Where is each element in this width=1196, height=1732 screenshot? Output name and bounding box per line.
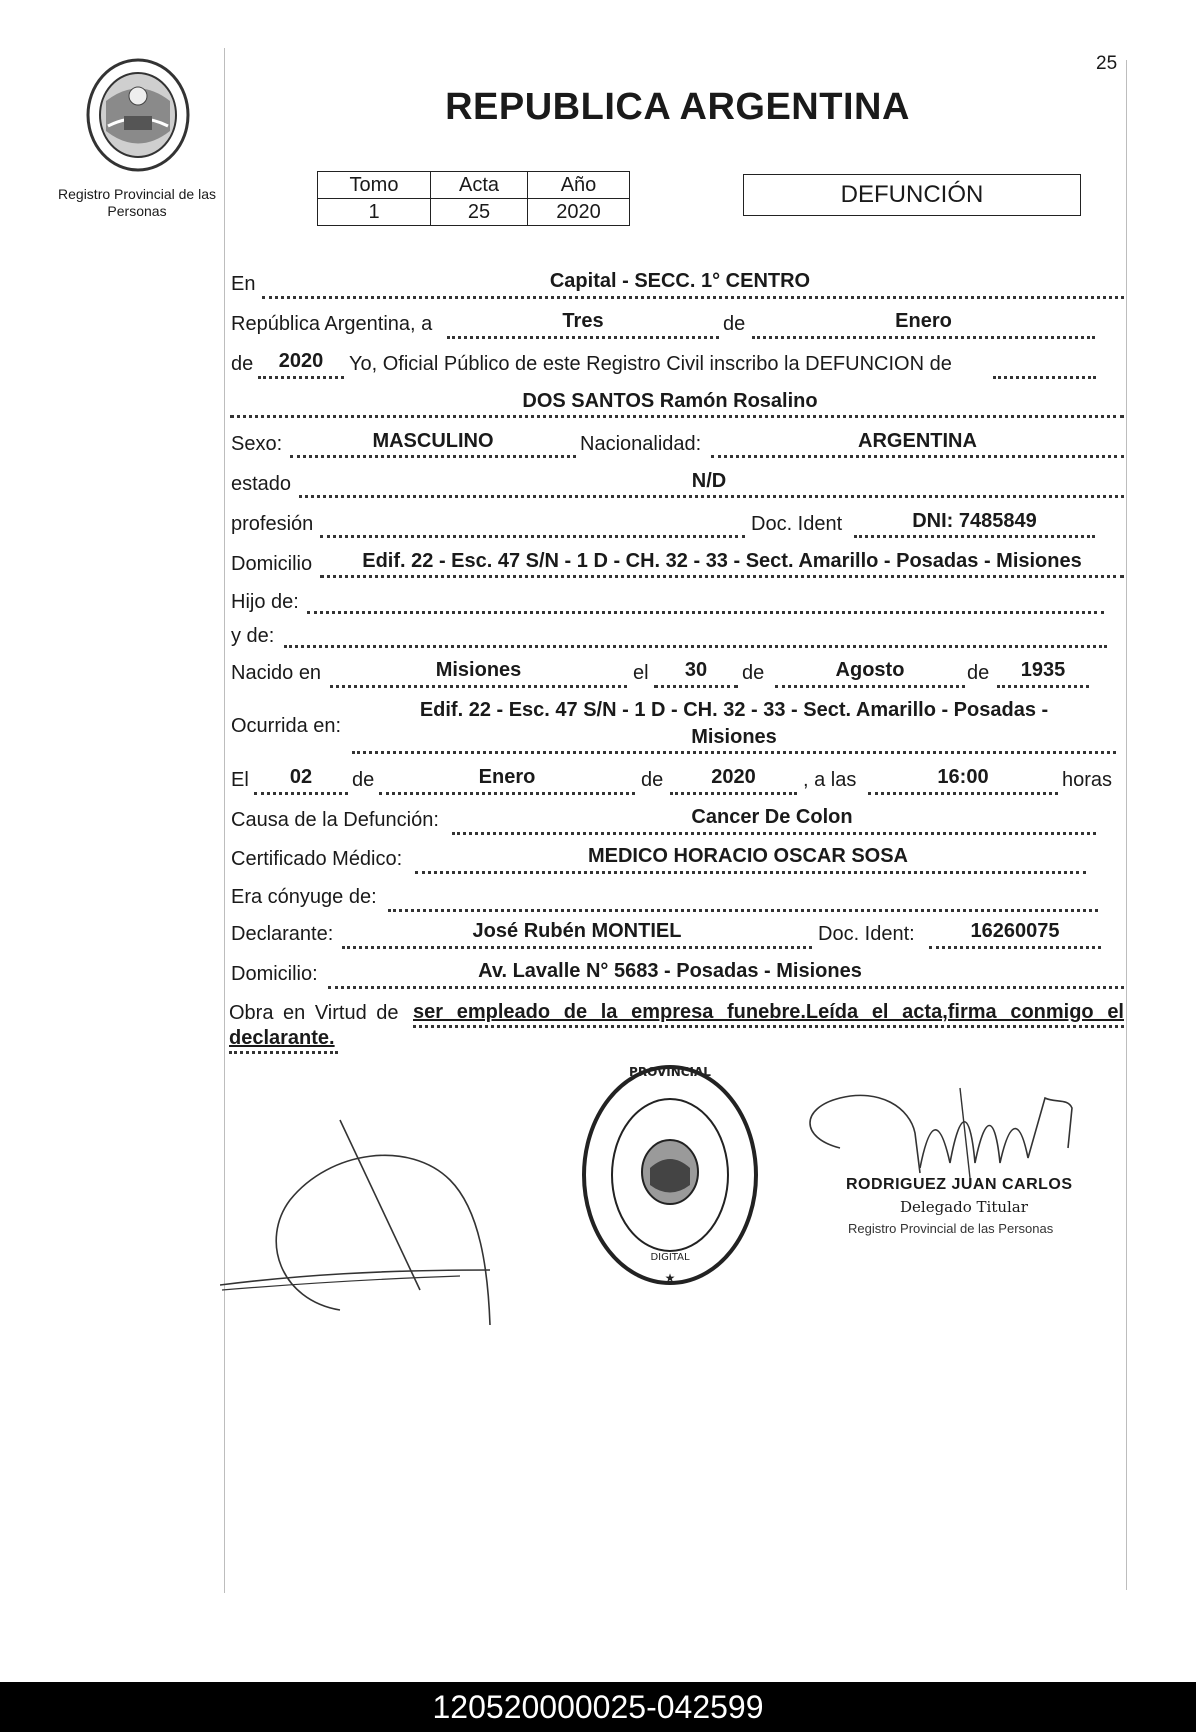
label-fallec-de-mes: de [352, 769, 375, 791]
value-fallec-hora: 16:00 [937, 766, 989, 788]
official-org: Registro Provincial de las Personas [848, 1221, 1054, 1236]
official-role: Delegado Titular [900, 1198, 1028, 1216]
dots-nacido-lugar [330, 685, 627, 688]
dots-estado [299, 495, 1124, 498]
value-estado: N/D [691, 470, 727, 492]
anio-header: Año [528, 172, 630, 199]
value-fallec-dia: 02 [289, 766, 313, 788]
dots-ocurrida [352, 751, 1116, 754]
label-declarante: Declarante: [231, 923, 334, 945]
anio-value: 2020 [528, 199, 630, 226]
label-yo-oficial: Yo, Oficial Público de este Registro Civil inscribo la DEFUNCION de [349, 353, 952, 375]
label-republica: República Argentina, a [231, 313, 433, 335]
label-horas: horas [1062, 769, 1113, 791]
label-doc-ident-declarante: Doc. Ident: [818, 923, 915, 945]
page-title: REPUBLICA ARGENTINA [445, 86, 910, 128]
page-number: 25 [1096, 53, 1118, 74]
dots-nacionalidad [711, 455, 1124, 458]
dots-anio [258, 376, 344, 379]
value-ocurrida-linea2: Misiones [691, 726, 777, 748]
record-type-box: DEFUNCIÓN [743, 174, 1081, 216]
registry-name: Registro Provincial de las Personas [58, 186, 216, 219]
official-name: RODRIGUEZ JUAN CARLOS [846, 1176, 1073, 1193]
value-obra-linea2: declarante. [229, 1027, 335, 1049]
value-causa: Cancer De Colon [691, 806, 853, 828]
svg-text:PROVINCIAL: PROVINCIAL [629, 1065, 711, 1079]
label-de-mes: de [723, 313, 746, 335]
value-nombre: DOS SANTOS Ramón Rosalino [522, 390, 818, 412]
value-nacido-anio: 1935 [1020, 659, 1066, 681]
dots-fallec-anio [670, 792, 797, 795]
label-domicilio-declarante: Domicilio: [231, 963, 318, 985]
label-de-anio: de [231, 353, 254, 375]
value-domicilio: Edif. 22 - Esc. 47 S/N - 1 D - CH. 32 - 33 - Sect. Amarillo - Posadas - Misiones [362, 550, 1082, 572]
declarant-signature [220, 1100, 500, 1325]
document-code-footer: 120520000025-042599 [0, 1682, 1196, 1732]
label-nacido-el: el [633, 662, 649, 684]
dots-causa [452, 832, 1096, 835]
tomo-header: Tomo [318, 172, 431, 199]
value-nacionalidad: ARGENTINA [858, 430, 977, 452]
label-nacido-de-mes: de [742, 662, 765, 684]
label-nacionalidad: Nacionalidad: [580, 433, 702, 455]
label-estado: estado [231, 473, 292, 495]
dots-conyuge [388, 909, 1098, 912]
value-doc-ident: DNI: 7485849 [912, 510, 1037, 532]
dots-obra-2 [229, 1051, 338, 1054]
label-ocurrida-en: Ocurrida en: [231, 715, 342, 737]
value-mes: Enero [895, 310, 952, 332]
provincial-seal [84, 56, 192, 174]
value-nacido-dia: 30 [684, 659, 708, 681]
registry-stamp [578, 1060, 763, 1290]
tomo-value: 1 [318, 199, 431, 226]
label-sexo: Sexo: [231, 433, 283, 455]
label-nacido-en: Nacido en [231, 662, 322, 684]
value-nacido-lugar: Misiones [435, 659, 522, 681]
label-hijo-de: Hijo de: [231, 591, 299, 613]
value-nacido-mes: Agosto [835, 659, 905, 681]
left-margin-line [224, 48, 225, 1593]
dots-nacido-anio [997, 685, 1089, 688]
label-profesion: profesión [231, 513, 314, 535]
label-nacido-de-anio: de [967, 662, 990, 684]
dots-fallec-dia [254, 792, 348, 795]
dots-hijo-de [307, 611, 1104, 614]
value-declarante-doc: 16260075 [970, 920, 1060, 942]
dots-dia [447, 336, 719, 339]
dots-fallec-mes [379, 792, 635, 795]
tomo-acta-anio-table [317, 171, 630, 226]
label-a-las: , a las [803, 769, 857, 791]
dots-obra-1 [413, 1025, 1124, 1028]
label-fallec-de-anio: de [641, 769, 664, 791]
svg-text:★: ★ [664, 1271, 676, 1285]
value-obra-linea1: ser empleado de la empresa funebre.Leída el acta,firma conmigo el [413, 1001, 1124, 1023]
value-anio: 2020 [278, 350, 324, 372]
acta-value: 25 [431, 199, 528, 226]
dots-certificado [415, 871, 1086, 874]
dots-nombre [230, 415, 1124, 418]
dots-lugar [262, 296, 1124, 299]
label-fallec-el: El [231, 769, 249, 791]
label-certificado: Certificado Médico: [231, 848, 403, 870]
value-fallec-anio: 2020 [711, 766, 756, 788]
dots-doc-ident [854, 535, 1095, 538]
acta-header: Acta [431, 172, 528, 199]
value-domicilio-declarante: Av. Lavalle N° 5683 - Posadas - Misiones [478, 960, 862, 982]
dots-domicilio [320, 575, 1124, 578]
value-lugar: Capital - SECC. 1° CENTRO [549, 270, 811, 292]
dots-sexo [290, 455, 576, 458]
dots-mes [752, 336, 1095, 339]
label-doc-ident: Doc. Ident [751, 513, 843, 535]
dots-y-de [284, 645, 1107, 648]
dots-profesion [320, 535, 745, 538]
label-causa: Causa de la Defunción: [231, 809, 439, 831]
dots-nacido-dia [654, 685, 738, 688]
value-declarante: José Rubén MONTIEL [472, 920, 682, 942]
label-conyuge: Era cónyuge de: [231, 886, 377, 908]
label-obra: Obra en Virtud de [229, 1002, 399, 1024]
dots-declarante [342, 946, 812, 949]
dots-domicilio-declarante [328, 986, 1124, 989]
value-ocurrida-linea1: Edif. 22 - Esc. 47 S/N - 1 D - CH. 32 - 33 - Sect. Amarillo - Posadas - [419, 699, 1049, 721]
label-domicilio: Domicilio [231, 553, 313, 575]
value-dia-letras: Tres [562, 310, 604, 332]
dots-fallec-hora [868, 792, 1058, 795]
right-margin-line [1126, 60, 1127, 1590]
label-y-de: y de: [231, 625, 275, 647]
dots-yo-end [993, 376, 1096, 379]
svg-text:DIGITAL: DIGITAL [650, 1252, 690, 1263]
label-en: En [231, 273, 256, 295]
official-signature [800, 1078, 1090, 1178]
value-certificado: MEDICO HORACIO OSCAR SOSA [587, 845, 909, 867]
dots-declarante-doc [929, 946, 1101, 949]
value-sexo: MASCULINO [372, 430, 494, 452]
dots-nacido-mes [775, 685, 965, 688]
value-fallec-mes: Enero [478, 766, 536, 788]
